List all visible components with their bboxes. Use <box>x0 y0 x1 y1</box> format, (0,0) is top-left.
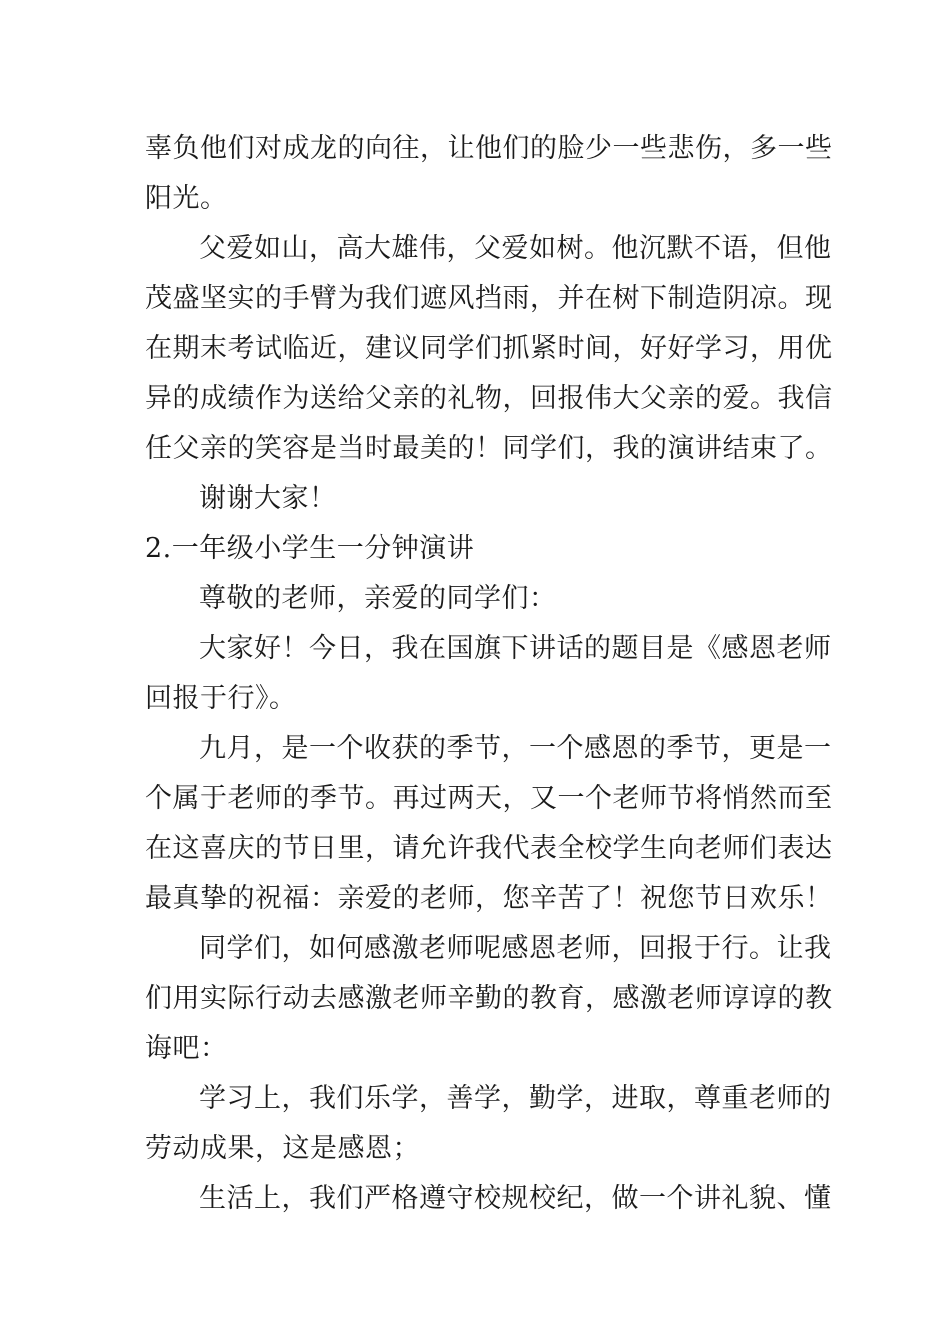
text-line: 辜负他们对成龙的向往，让他们的脸少一些悲伤，多一些 <box>145 133 833 164</box>
text-line: 个属于老师的季节。再过两天，又一个老师节将悄然而至 <box>145 783 833 814</box>
text-line: 在期末考试临近，建议同学们抓紧时间，好好学习，用优 <box>145 333 833 364</box>
text-line: 诲吧： <box>145 1033 228 1064</box>
text-line: 阳光。 <box>145 183 228 214</box>
text-line: 尊敬的老师，亲爱的同学们： <box>199 583 557 614</box>
text-line: 异的成绩作为送给父亲的礼物，回报伟大父亲的爱。我信 <box>145 383 833 414</box>
text-line: 学习上，我们乐学，善学，勤学，进取，尊重老师的 <box>199 1083 832 1114</box>
text-line: 大家好！今日，我在国旗下讲话的题目是《感恩老师 <box>199 633 832 664</box>
text-line: 九月，是一个收获的季节，一个感恩的季节，更是一 <box>199 733 832 764</box>
text-line: 父爱如山，高大雄伟，父爱如树。他沉默不语，但他 <box>199 233 832 264</box>
section-heading: 2.一年级小学生一分钟演讲 <box>145 533 475 564</box>
text-line: 们用实际行动去感激老师辛勤的教育，感激老师谆谆的教 <box>145 983 833 1014</box>
text-line: 生活上，我们严格遵守校规校纪，做一个讲礼貌、懂 <box>199 1183 832 1214</box>
text-line: 最真挚的祝福：亲爱的老师，您辛苦了！祝您节日欢乐！ <box>145 883 833 914</box>
text-line: 劳动成果，这是感恩； <box>145 1133 420 1164</box>
text-line: 在这喜庆的节日里，请允许我代表全校学生向老师们表达 <box>145 833 833 864</box>
text-line: 任父亲的笑容是当时最美的！同学们，我的演讲结束了。 <box>145 433 833 464</box>
text-line: 茂盛坚实的手臂为我们遮风挡雨，并在树下制造阴凉。现 <box>145 283 833 314</box>
text-line: 谢谢大家！ <box>199 483 337 514</box>
text-line: 同学们，如何感激老师呢感恩老师，回报于行。让我 <box>199 933 832 964</box>
text-line: 回报于行》。 <box>145 683 297 714</box>
